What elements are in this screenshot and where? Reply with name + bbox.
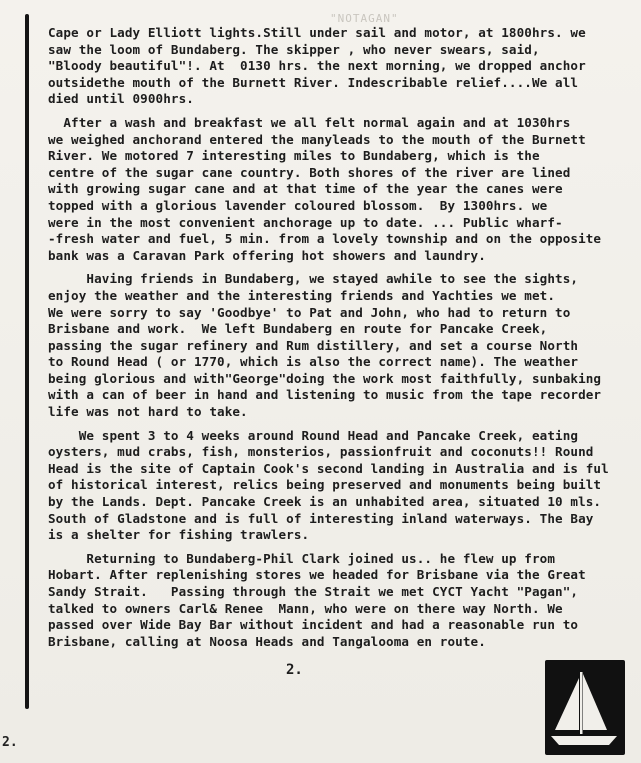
text-line: River. We motored 7 interesting miles to Bundaberg, which is the bbox=[48, 148, 540, 164]
text-line: saw the loom of Bundaberg. The skipper , who never swears, said, bbox=[48, 41, 540, 57]
text-line: Hobart. After replenishing stores we headed for Brisbane via the Great bbox=[48, 567, 586, 583]
text-line: topped with a glorious lavender coloured blossom. By 1300hrs. we bbox=[48, 197, 548, 213]
text-line: being glorious and with"George"doing the work most faithfully, sunbaking bbox=[48, 370, 602, 386]
text-line: Head is the site of Captain Cook's second landing in Australia and is ful bbox=[48, 460, 609, 476]
text-line: passed over Wide Bay Bar without incident and had a reasonable run to bbox=[48, 617, 579, 633]
text-line: were in the most convenient anchorage up to date. ... Public wharf- bbox=[48, 214, 563, 230]
text-line: of historical interest, relics being preserved and monuments being built bbox=[48, 477, 602, 493]
text-line: South of Gladstone and is full of interesting inland waterways. The Bay bbox=[48, 510, 594, 526]
text-line: died until 0900hrs. bbox=[48, 91, 194, 107]
paragraph bbox=[48, 271, 638, 420]
text-line: with growing sugar cane and at that time of the year the canes were bbox=[48, 181, 563, 197]
margin-rule bbox=[25, 14, 29, 709]
show-through-heading: "NOTAGAN" bbox=[330, 12, 399, 25]
text-line: Brisbane, calling at Noosa Heads and Tangalooma en route. bbox=[48, 633, 486, 649]
text-line: Brisbane and work. We left Bundaberg en route for Pancake Creek, bbox=[48, 321, 548, 337]
text-line: to Round Head ( or 1770, which is also the correct name). The weather bbox=[48, 354, 579, 370]
text-line: We were sorry to say 'Goodbye' to Pat and John, who had to return to bbox=[48, 304, 571, 320]
body-text bbox=[48, 25, 638, 657]
text-line: -fresh water and fuel, 5 min. from a lovely township and on the opposite bbox=[48, 231, 602, 247]
text-line: We spent 3 to 4 weeks around Round Head and Pancake Creek, eating bbox=[48, 427, 579, 443]
margin-mark: 2. bbox=[2, 735, 18, 750]
sailboat-icon bbox=[545, 660, 625, 755]
logo-mast bbox=[580, 672, 583, 734]
paragraph bbox=[48, 428, 638, 544]
text-line: by the Lands. Dept. Pancake Creek is an unhabited area, situated 10 mls. bbox=[48, 494, 602, 510]
paragraph bbox=[48, 551, 638, 651]
text-line: life was not hard to take. bbox=[48, 404, 248, 420]
text-line: Sandy Strait. Passing through the Strait we met CYCT Yacht "Pagan", bbox=[48, 584, 579, 599]
text-line: Cape or Lady Elliott lights.Still under sail and motor, at 1800hrs. we bbox=[48, 25, 586, 40]
text-line: outsidethe mouth of the Burnett River. Indescribable relief....We all bbox=[48, 74, 579, 90]
text-line: passing the sugar refinery and Rum distillery, and set a course North bbox=[48, 337, 579, 353]
text-line: "Bloody beautiful"!. At 0130 hrs. the next morning, we dropped anchor bbox=[48, 58, 586, 74]
text-line: centre of the sugar cane country. Both shores of the river are lined bbox=[48, 164, 571, 180]
text-line: with a can of beer in hand and listening to music from the tape recorder bbox=[48, 387, 602, 403]
sailboat-logo-svg bbox=[545, 660, 625, 755]
text-line: enjoy the weather and the interesting friends and Yachties we met. bbox=[48, 287, 556, 303]
logo-hull bbox=[551, 736, 617, 745]
text-line: Returning to Bundaberg-Phil Clark joined us.. he flew up from bbox=[48, 550, 556, 566]
text-line: is a shelter for fishing trawlers. bbox=[48, 527, 310, 543]
page-number: 2. bbox=[286, 662, 303, 678]
text-line: oysters, mud crabs, fish, monsterios, passionfruit and coconuts!! Round bbox=[48, 444, 594, 460]
text-line: After a wash and breakfast we all felt normal again and at 1030hrs bbox=[48, 114, 571, 130]
text-line: we weighed anchorand entered the manyleads to the mouth of the Burnett bbox=[48, 131, 586, 147]
text-line: Having friends in Bundaberg, we stayed awhile to see the sights, bbox=[48, 271, 579, 287]
paragraph bbox=[48, 25, 638, 108]
text-line: bank was a Caravan Park offering hot showers and laundry. bbox=[48, 247, 486, 263]
paragraph bbox=[48, 115, 638, 264]
text-line: talked to owners Carl& Renee Mann, who were on there way North. We bbox=[48, 600, 563, 616]
